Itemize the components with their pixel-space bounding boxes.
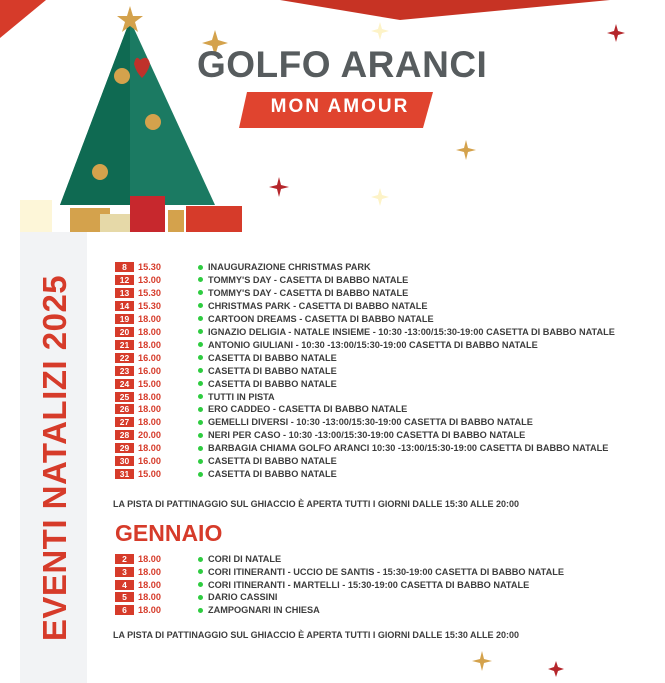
event-title: TOMMY'S DAY - CASETTA DI BABBO NATALE [208,287,409,298]
event-title: CORI DI NATALE [208,554,282,564]
event-row [115,261,371,273]
event-row [115,416,533,428]
event-title: NERI PER CASO - 10:30 -13:00/15:30-19:00 CASETTA DI BABBO NATALE [208,430,526,441]
event-day: 14 [115,301,134,311]
event-time: 15.00 [138,469,161,480]
bullet-icon [198,557,203,562]
event-day: 8 [115,262,134,272]
bullet-icon [198,355,203,360]
event-day: 6 [115,605,134,615]
event-day: 21 [115,340,134,350]
event-day: 30 [115,456,134,466]
bullet-icon [198,303,203,308]
bullet-icon [198,265,203,270]
event-row [115,300,427,312]
event-day: 29 [115,443,134,453]
event-row [115,274,408,286]
event-day: 25 [115,392,134,402]
event-row [115,313,434,325]
month-heading: GENNAIO [115,520,223,546]
event-title: ZAMPOGNARI IN CHIESA [208,605,320,616]
event-row [115,339,538,351]
event-day: 26 [115,404,134,414]
event-row [115,442,608,454]
event-time: 15.30 [138,262,161,272]
skating-note: LA PISTA DI PATTINAGGIO SUL GHIACCIO È APERTA TUTTI I GIORNI DALLE 15:30 ALLE 20:00 [113,499,520,509]
event-title: CASETTA DI BABBO NATALE [208,456,337,467]
event-time: 18.00 [138,605,161,616]
event-title: ANTONIO GIULIANI - 10:30 -13:00/15:30-19:00 CASETTA DI BABBO NATALE [208,339,538,350]
event-time: 18.00 [138,326,161,337]
event-title: TOMMY'S DAY - CASETTA DI BABBO NATALE [208,274,409,285]
event-time: 18.00 [138,391,161,402]
event-row [115,378,337,390]
event-day: 12 [115,275,134,285]
event-time: 13.00 [138,274,161,285]
event-day: 5 [115,592,134,602]
event-title: CASETTA DI BABBO NATALE [208,352,337,363]
skating-note: LA PISTA DI PATTINAGGIO SUL GHIACCIO È APERTA TUTTI I GIORNI DALLE 15:30 ALLE 20:00 [113,630,520,640]
event-title: CHRISTMAS PARK - CASETTA DI BABBO NATALE [208,300,428,311]
event-time: 18.00 [138,579,161,590]
bullet-icon [198,595,203,600]
bullet-icon [198,368,203,373]
event-time: 15.30 [138,287,161,298]
event-day: 4 [115,580,134,590]
event-day: 22 [115,353,134,363]
event-title: TUTTI IN PISTA [208,391,275,402]
event-row [115,391,275,403]
event-row [115,352,337,364]
bullet-icon [198,472,203,477]
event-row [115,591,277,603]
event-row [115,287,408,299]
event-time: 18.00 [138,339,161,350]
event-title: BARBAGIA CHIAMA GOLFO ARANCI 10:30 -13:00/15:30-19:00 CASETTA DI BABBO NATALE [208,443,609,454]
bullet-icon [198,329,203,334]
bullet-icon [198,407,203,412]
bullet-icon [198,459,203,464]
event-time: 18.00 [138,404,161,415]
bullet-icon [198,582,203,587]
event-time: 18.00 [138,554,161,564]
bullet-icon [198,433,203,438]
corner-ribbon [0,0,46,38]
side-title: EVENTI NATALIZI 2025 [36,274,73,642]
event-title: DARIO CASSINI [208,592,278,603]
event-time: 15.30 [138,300,161,311]
event-title: CASETTA DI BABBO NATALE [208,378,337,389]
event-row [115,429,525,441]
bullet-icon [198,569,203,574]
event-day: 28 [115,430,134,440]
bullet-icon [198,446,203,451]
event-time: 15.00 [138,378,161,389]
event-day: 13 [115,288,134,298]
event-day: 31 [115,469,134,479]
event-time: 16.00 [138,456,161,467]
bottom-sparkles-icon [470,645,570,683]
event-row [115,326,615,338]
page-subtitle: MON AMOUR [270,96,410,117]
page-title: GOLFO ARANCI [197,44,488,85]
event-row [115,566,564,578]
event-row [115,579,529,591]
event-row [115,553,281,565]
event-title: ERO CADDEO - CASETTA DI BABBO NATALE [208,404,408,415]
event-time: 18.00 [138,417,161,428]
bullet-icon [198,316,203,321]
event-time: 18.00 [138,313,161,324]
bullet-icon [198,420,203,425]
event-title: INAUGURAZIONE CHRISTMAS PARK [208,262,371,272]
event-time: 18.00 [138,566,161,577]
event-day: 2 [115,554,134,564]
event-time: 20.00 [138,430,161,441]
event-row [115,365,337,377]
bullet-icon [198,277,203,282]
event-day: 19 [115,314,134,324]
event-row [115,455,337,467]
event-time: 16.00 [138,352,161,363]
event-day: 27 [115,417,134,427]
event-title: CORI ITINERANTI - UCCIO DE SANTIS - 15:30-19:00 CASETTA DI BABBO NATALE [208,566,564,577]
event-row [115,403,407,415]
top-ribbon [280,0,610,20]
event-time: 18.00 [138,592,161,603]
bullet-icon [198,381,203,386]
event-day: 23 [115,366,134,376]
bullet-icon [198,342,203,347]
event-title: CASETTA DI BABBO NATALE [208,365,337,376]
event-row [115,468,337,480]
bullet-icon [198,290,203,295]
event-title: CASETTA DI BABBO NATALE [208,469,337,480]
event-title: GEMELLI DIVERSI - 10:30 -13:00/15:30-19:00 CASETTA DI BABBO NATALE [208,417,533,428]
event-time: 16.00 [138,365,161,376]
event-day: 24 [115,379,134,389]
event-title: IGNAZIO DELIGIA - NATALE INSIEME - 10:30 -13:00/15:30-19:00 CASETTA DI BABBO NATALE [208,326,615,337]
event-day: 20 [115,327,134,337]
event-title: CARTOON DREAMS - CASETTA DI BABBO NATALE [208,313,434,324]
event-time: 18.00 [138,443,161,454]
bullet-icon [198,608,203,613]
event-day: 3 [115,567,134,577]
event-title: CORI ITINERANTI - MARTELLI - 15:30-19:00 CASETTA DI BABBO NATALE [208,579,530,590]
bullet-icon [198,394,203,399]
event-row [115,604,320,616]
